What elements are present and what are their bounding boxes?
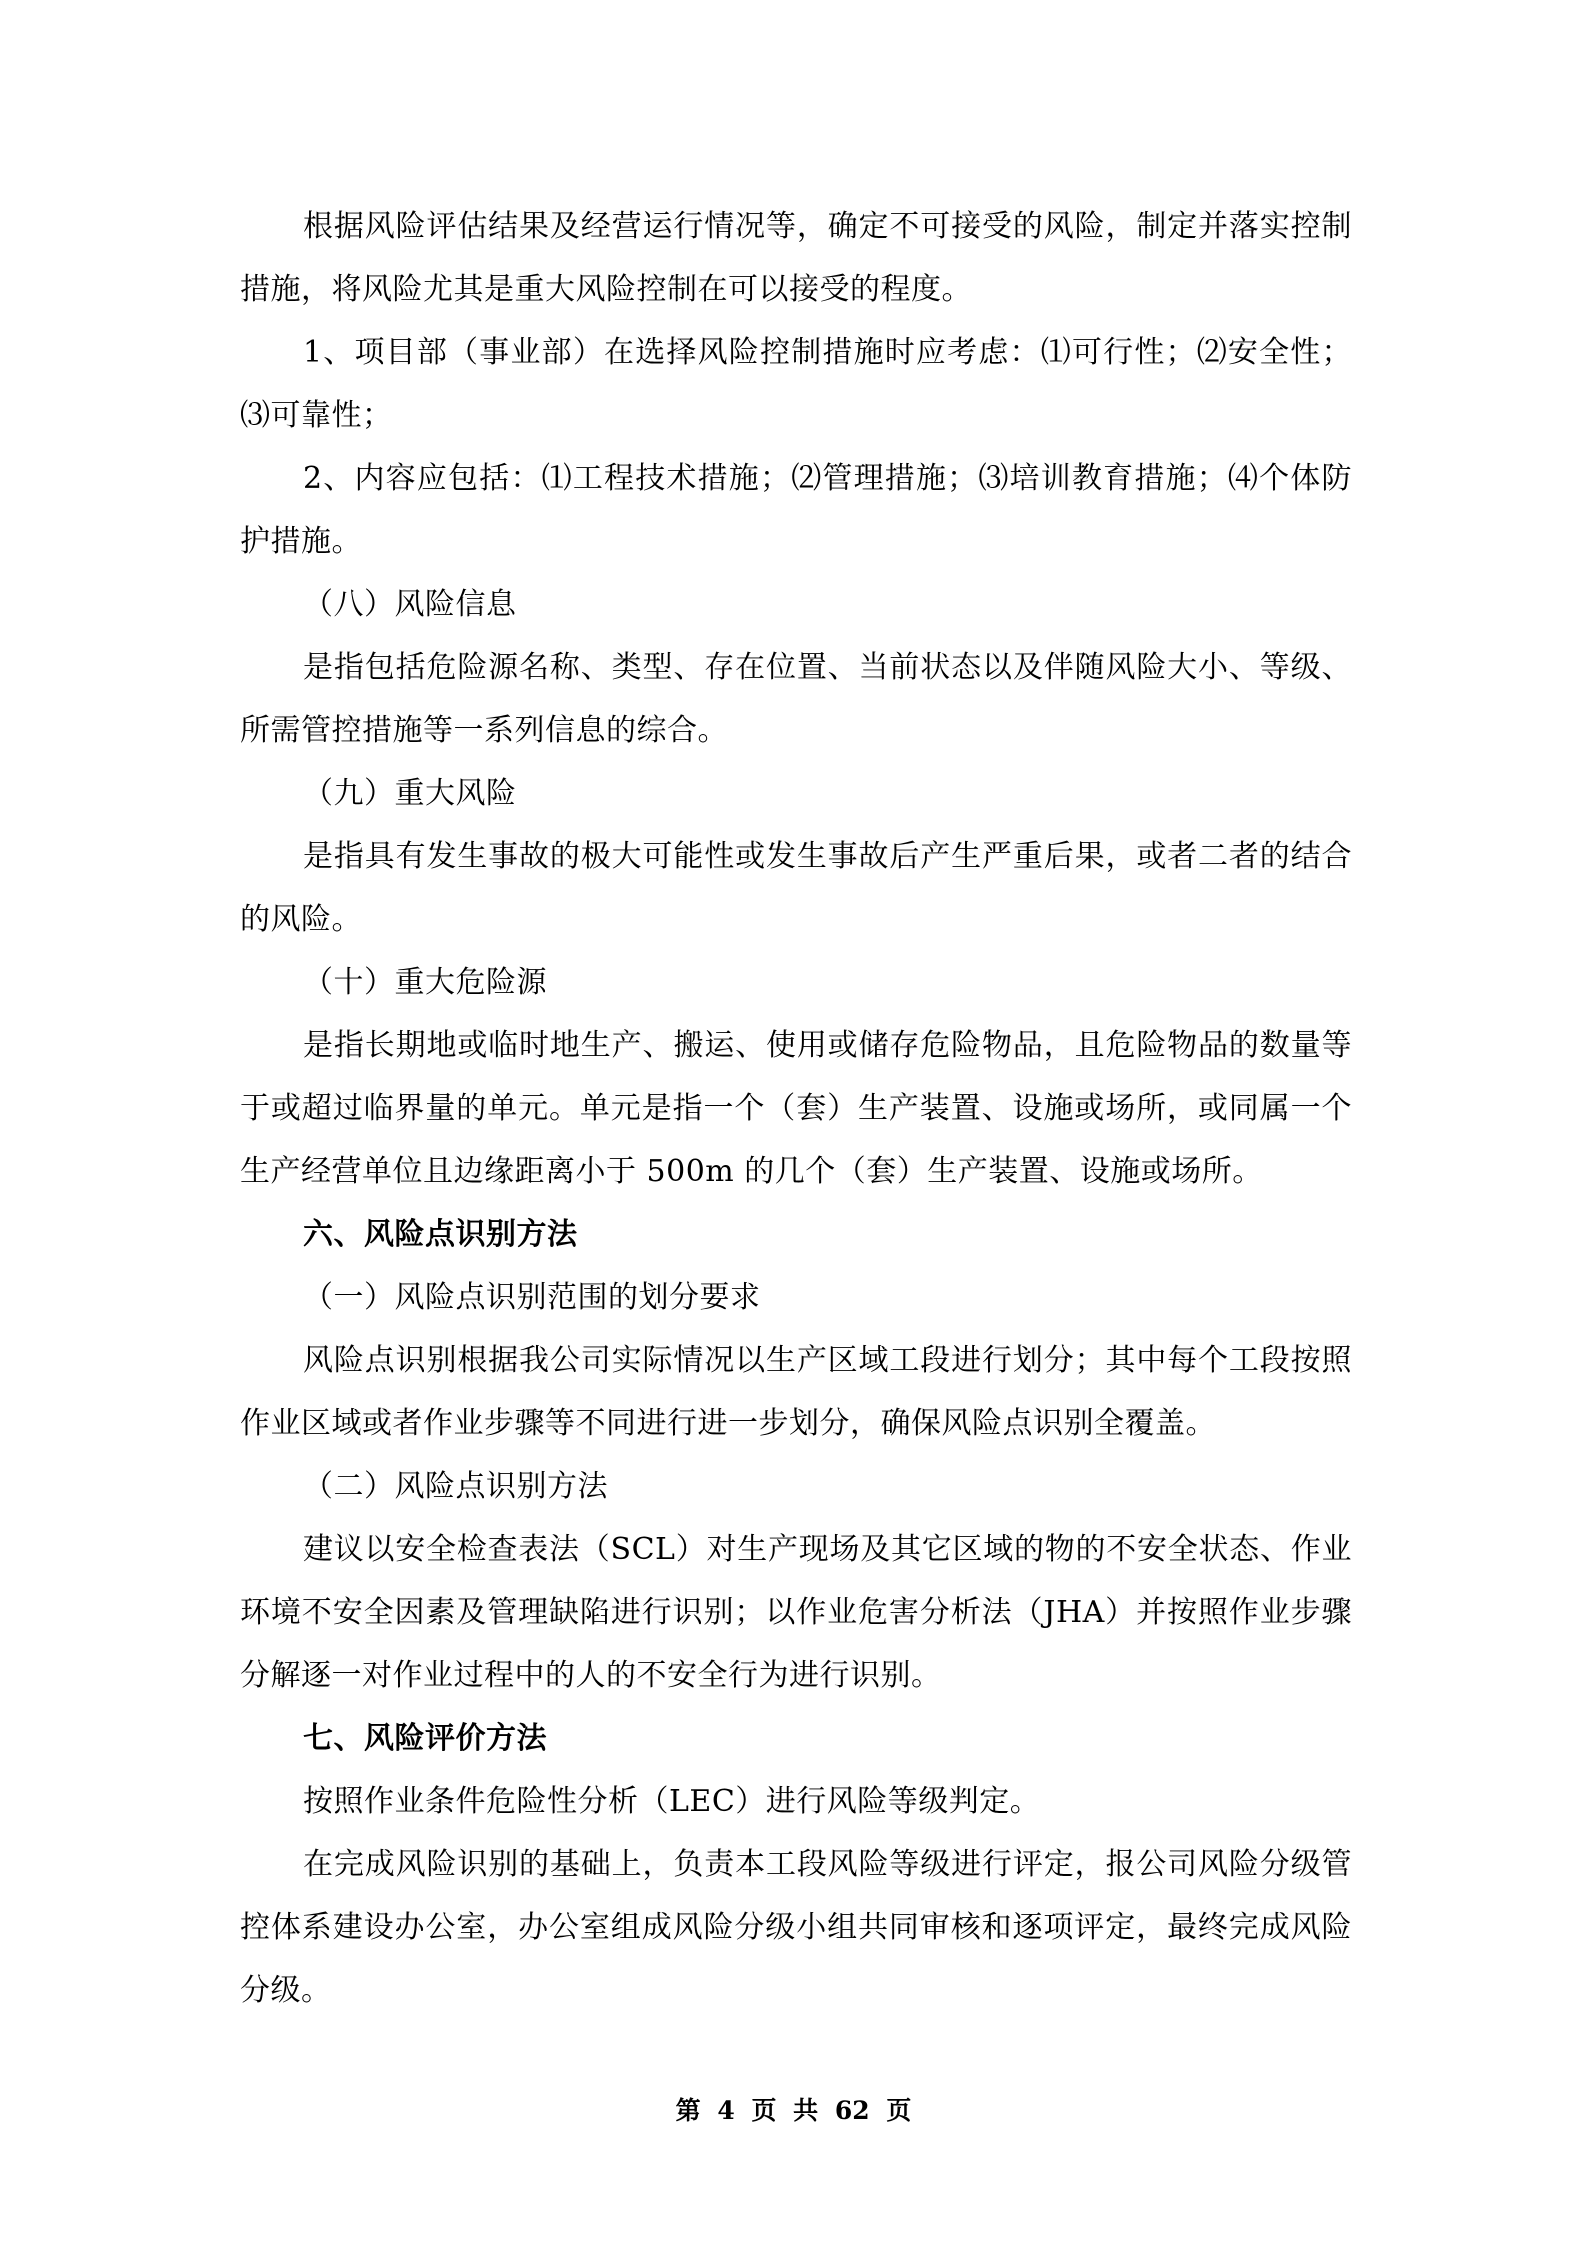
subheading-identification-scope: （一）风险点识别范围的划分要求 xyxy=(303,1280,761,1315)
paragraph-risk-grading-process: 在完成风险识别的基础上，负责本工段风险等级进行评定，报公司风险分级管控体系建设办公室，办公室组成风险分级小组共同审核和逐项评定，最终完成风险分级。 xyxy=(240,1847,1352,2008)
paragraph-risk-info-definition: 是指包括危险源名称、类型、存在位置、当前状态以及伴随风险大小、等级、所需管控措施等一系列信息的综合。 xyxy=(240,650,1352,748)
paragraph-lec-method: 按照作业条件危险性分析（LEC）进行风险等级判定。 xyxy=(303,1784,1041,1819)
subheading-major-hazard-source: （十）重大危险源 xyxy=(303,965,547,1000)
paragraph-identification-scope: 风险点识别根据我公司实际情况以生产区域工段进行划分；其中每个工段按照作业区域或者作业步骤等不同进行进一步划分，确保风险点识别全覆盖。 xyxy=(240,1343,1352,1441)
section-heading-risk-evaluation: 七、风险评价方法 xyxy=(303,1721,547,1756)
paragraph-major-hazard-definition: 是指长期地或临时地生产、搬运、使用或储存危险物品，且危险物品的数量等于或超过临界量的单元。单元是指一个（套）生产装置、设施或场所，或同属一个生产经营单位且边缘距离小于 500m 的几个（套）生产装置、设施或场所。 xyxy=(240,1028,1352,1189)
section-heading-risk-point-identification: 六、风险点识别方法 xyxy=(303,1217,578,1252)
paragraph-identification-method: 建议以安全检查表法（SCL）对生产现场及其它区域的物的不安全状态、作业环境不安全因素及管理缺陷进行识别；以作业危害分析法（JHA）并按照作业步骤分解逐一对作业过程中的人的不安全行为进行识别。 xyxy=(240,1532,1352,1693)
paragraph-risk-control-intro: 根据风险评估结果及经营运行情况等，确定不可接受的风险，制定并落实控制措施，将风险尤其是重大风险控制在可以接受的程度。 xyxy=(240,209,1352,307)
paragraph-control-considerations: 1、项目部（事业部）在选择风险控制措施时应考虑：⑴可行性；⑵安全性；⑶可靠性； xyxy=(240,335,1352,433)
subheading-identification-method: （二）风险点识别方法 xyxy=(303,1469,608,1504)
page-content xyxy=(240,195,1352,2022)
paragraph-major-risk-definition: 是指具有发生事故的极大可能性或发生事故后产生严重后果，或者二者的结合的风险。 xyxy=(240,839,1352,937)
subheading-risk-info: （八）风险信息 xyxy=(303,587,517,622)
subheading-major-risk: （九）重大风险 xyxy=(303,776,517,811)
page-number-footer: 第 4 页 共 62 页 xyxy=(675,2096,912,2125)
paragraph-control-contents: 2、内容应包括：⑴工程技术措施；⑵管理措施；⑶培训教育措施；⑷个体防护措施。 xyxy=(240,461,1352,559)
